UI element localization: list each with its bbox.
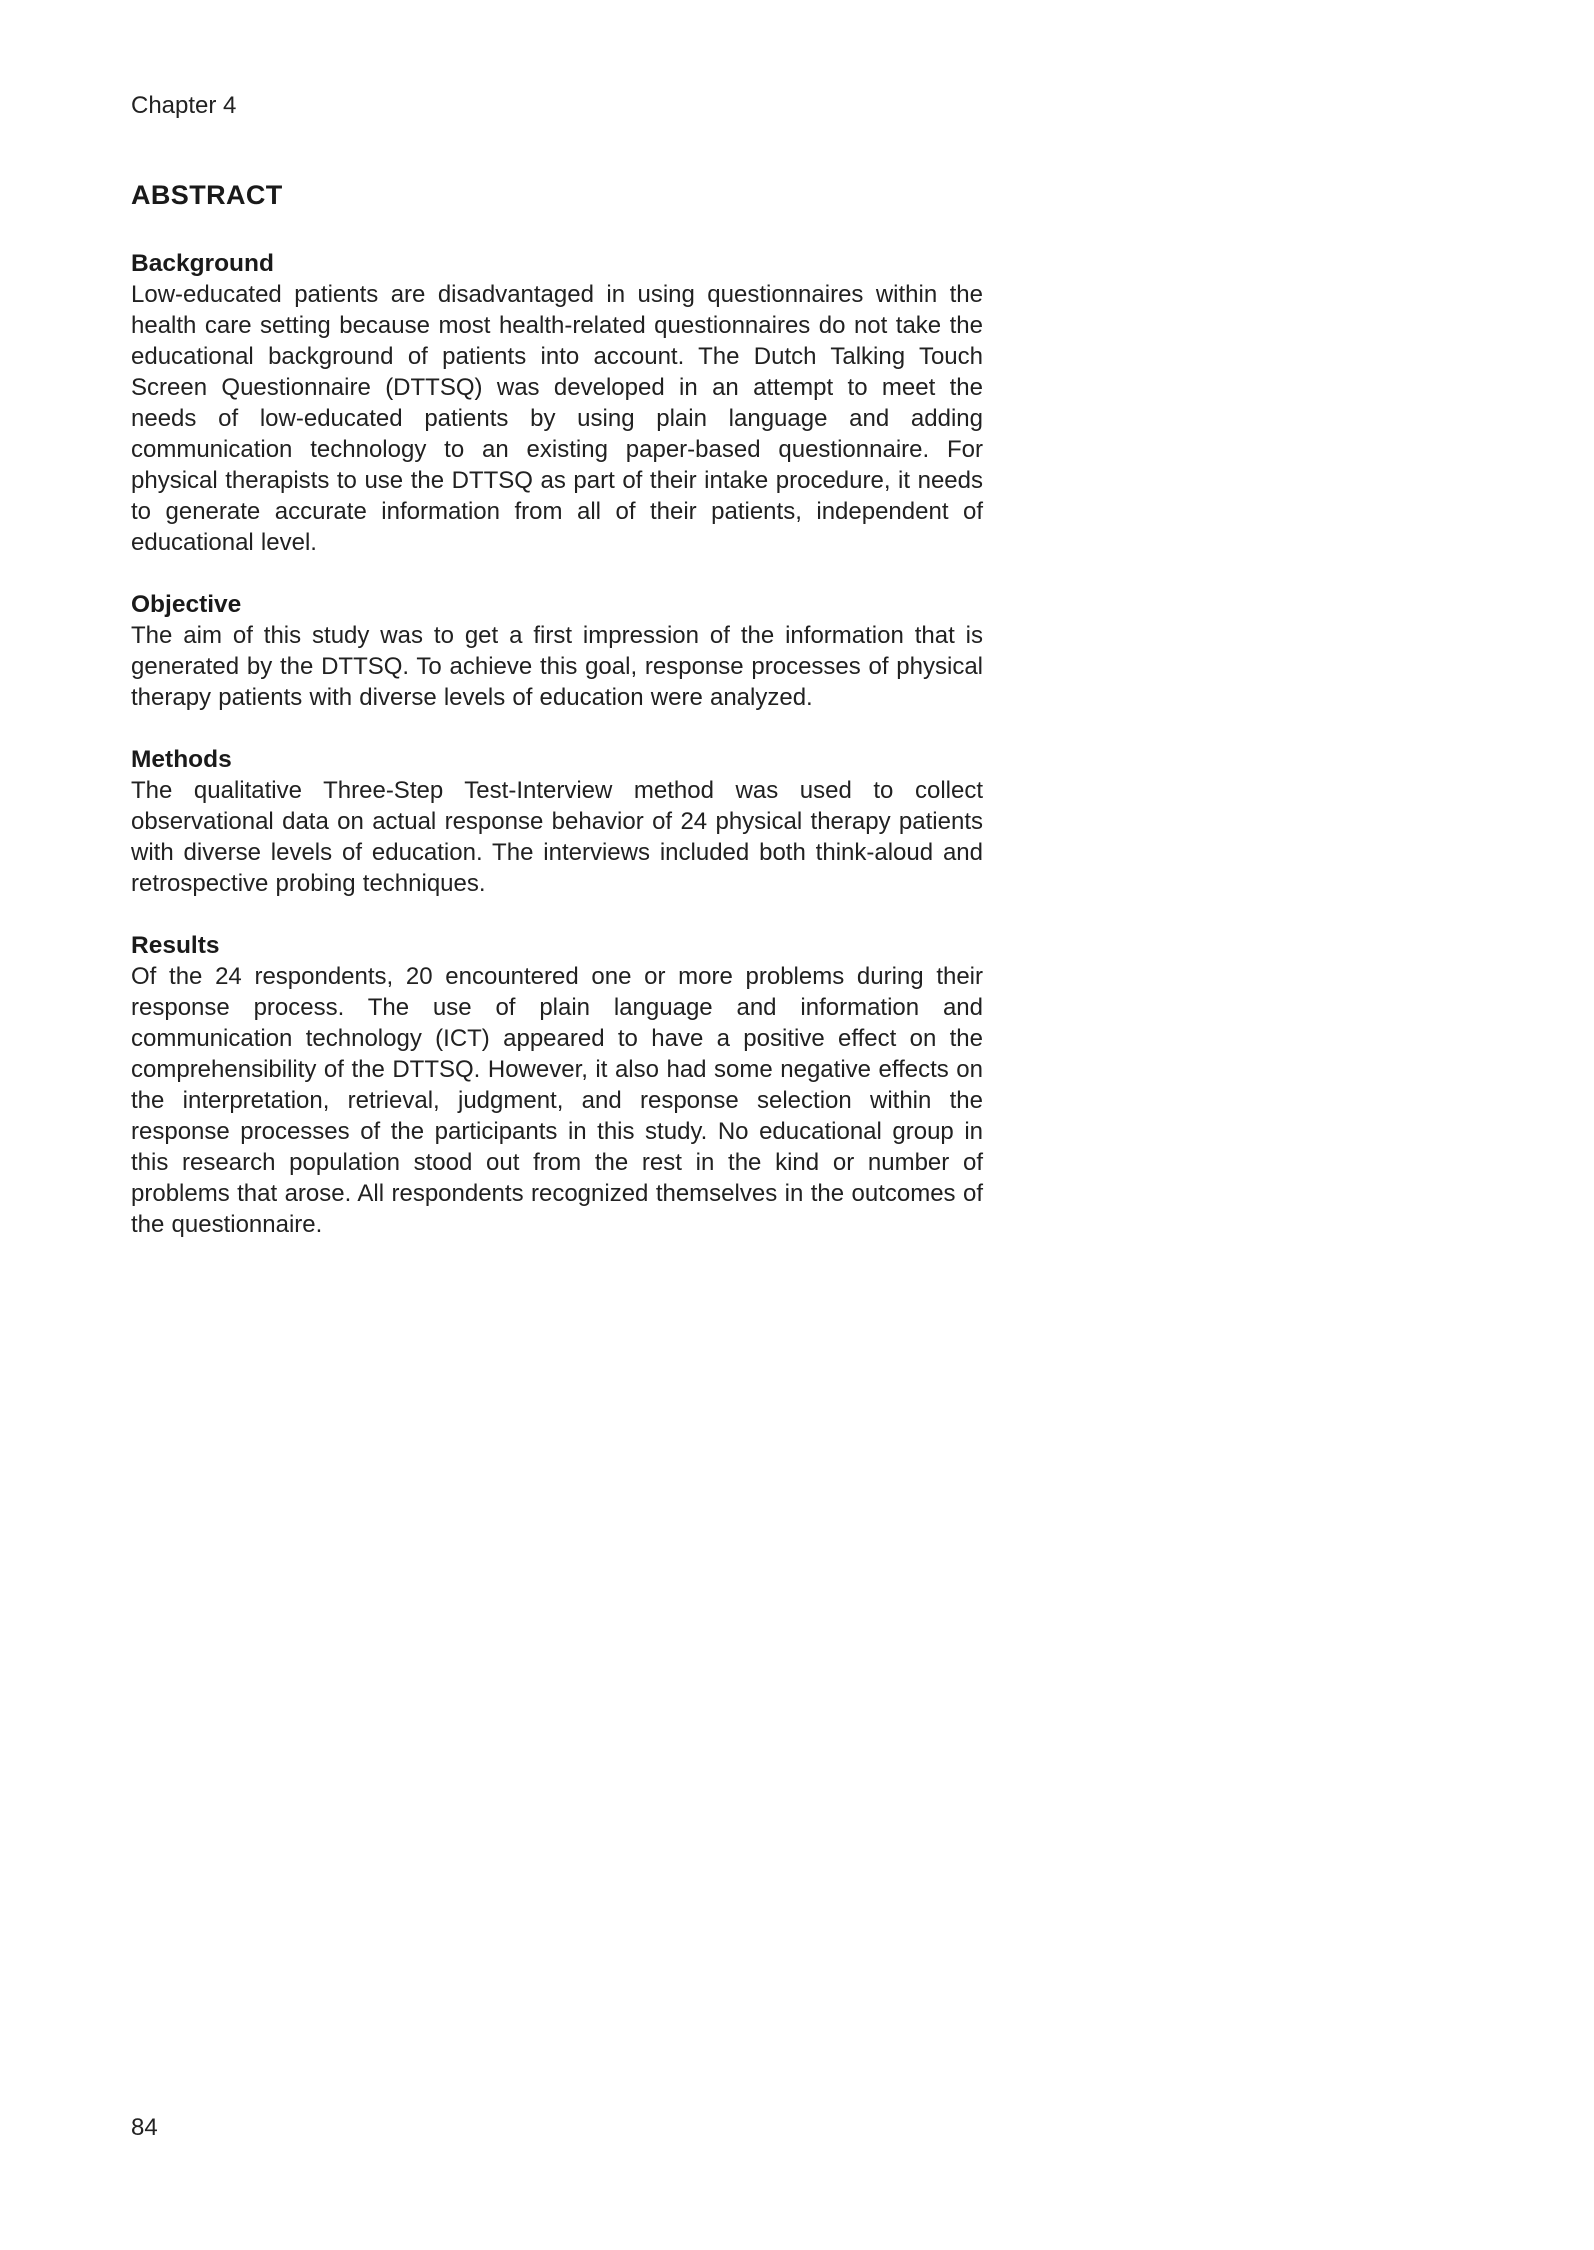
- section-body-objective: The aim of this study was to get a first impression of the information that is generated by the DTTSQ. To achieve this goal, response processes of physical therapy patients with diverse levels of education were analyzed.: [131, 622, 983, 711]
- section-background: [131, 248, 983, 558]
- chapter-header: Chapter 4: [131, 92, 237, 119]
- section-body-background: Low-educated patients are disadvantaged in using questionnaires within the health care setting because most health-related questionnaires do not take the educational background of patients into account. The Dutch Talking Touch Screen Questionnaire (DTTSQ) was developed in an attempt to meet the needs of low-educated patients by using plain language and adding communication technology to an existing paper-based questionnaire. For physical therapists to use the DTTSQ as part of their intake procedure, it needs to generate accurate information from all of their patients, independent of educational level.: [131, 281, 983, 556]
- section-heading-objective: Objective: [131, 591, 242, 618]
- section-heading-results: Results: [131, 932, 220, 959]
- section-results: [131, 930, 983, 1240]
- section-heading-methods: Methods: [131, 746, 232, 773]
- abstract-title: ABSTRACT: [131, 180, 283, 210]
- section-methods: [131, 744, 983, 899]
- section-body-methods: The qualitative Three-Step Test-Interview method was used to collect observational data on actual response behavior of 24 physical therapy patients with diverse levels of education. The interviews included both think-aloud and retrospective probing techniques.: [131, 777, 983, 897]
- section-body-results: Of the 24 respondents, 20 encountered one or more problems during their response process. The use of plain language and information and communication technology (ICT) appeared to have a positive effect on the comprehensibility of the DTTSQ. However, it also had some negative effects on the interpretation, retrieval, judgment, and response selection within the response processes of the participants in this study. No educational group in this research population stood out from the rest in the kind or number of problems that arose. All respondents recognized themselves in the outcomes of the questionnaire.: [131, 963, 983, 1238]
- page-number: 84: [131, 2114, 158, 2141]
- section-heading-background: Background: [131, 250, 274, 277]
- page-content: [131, 92, 983, 1271]
- section-objective: [131, 589, 983, 713]
